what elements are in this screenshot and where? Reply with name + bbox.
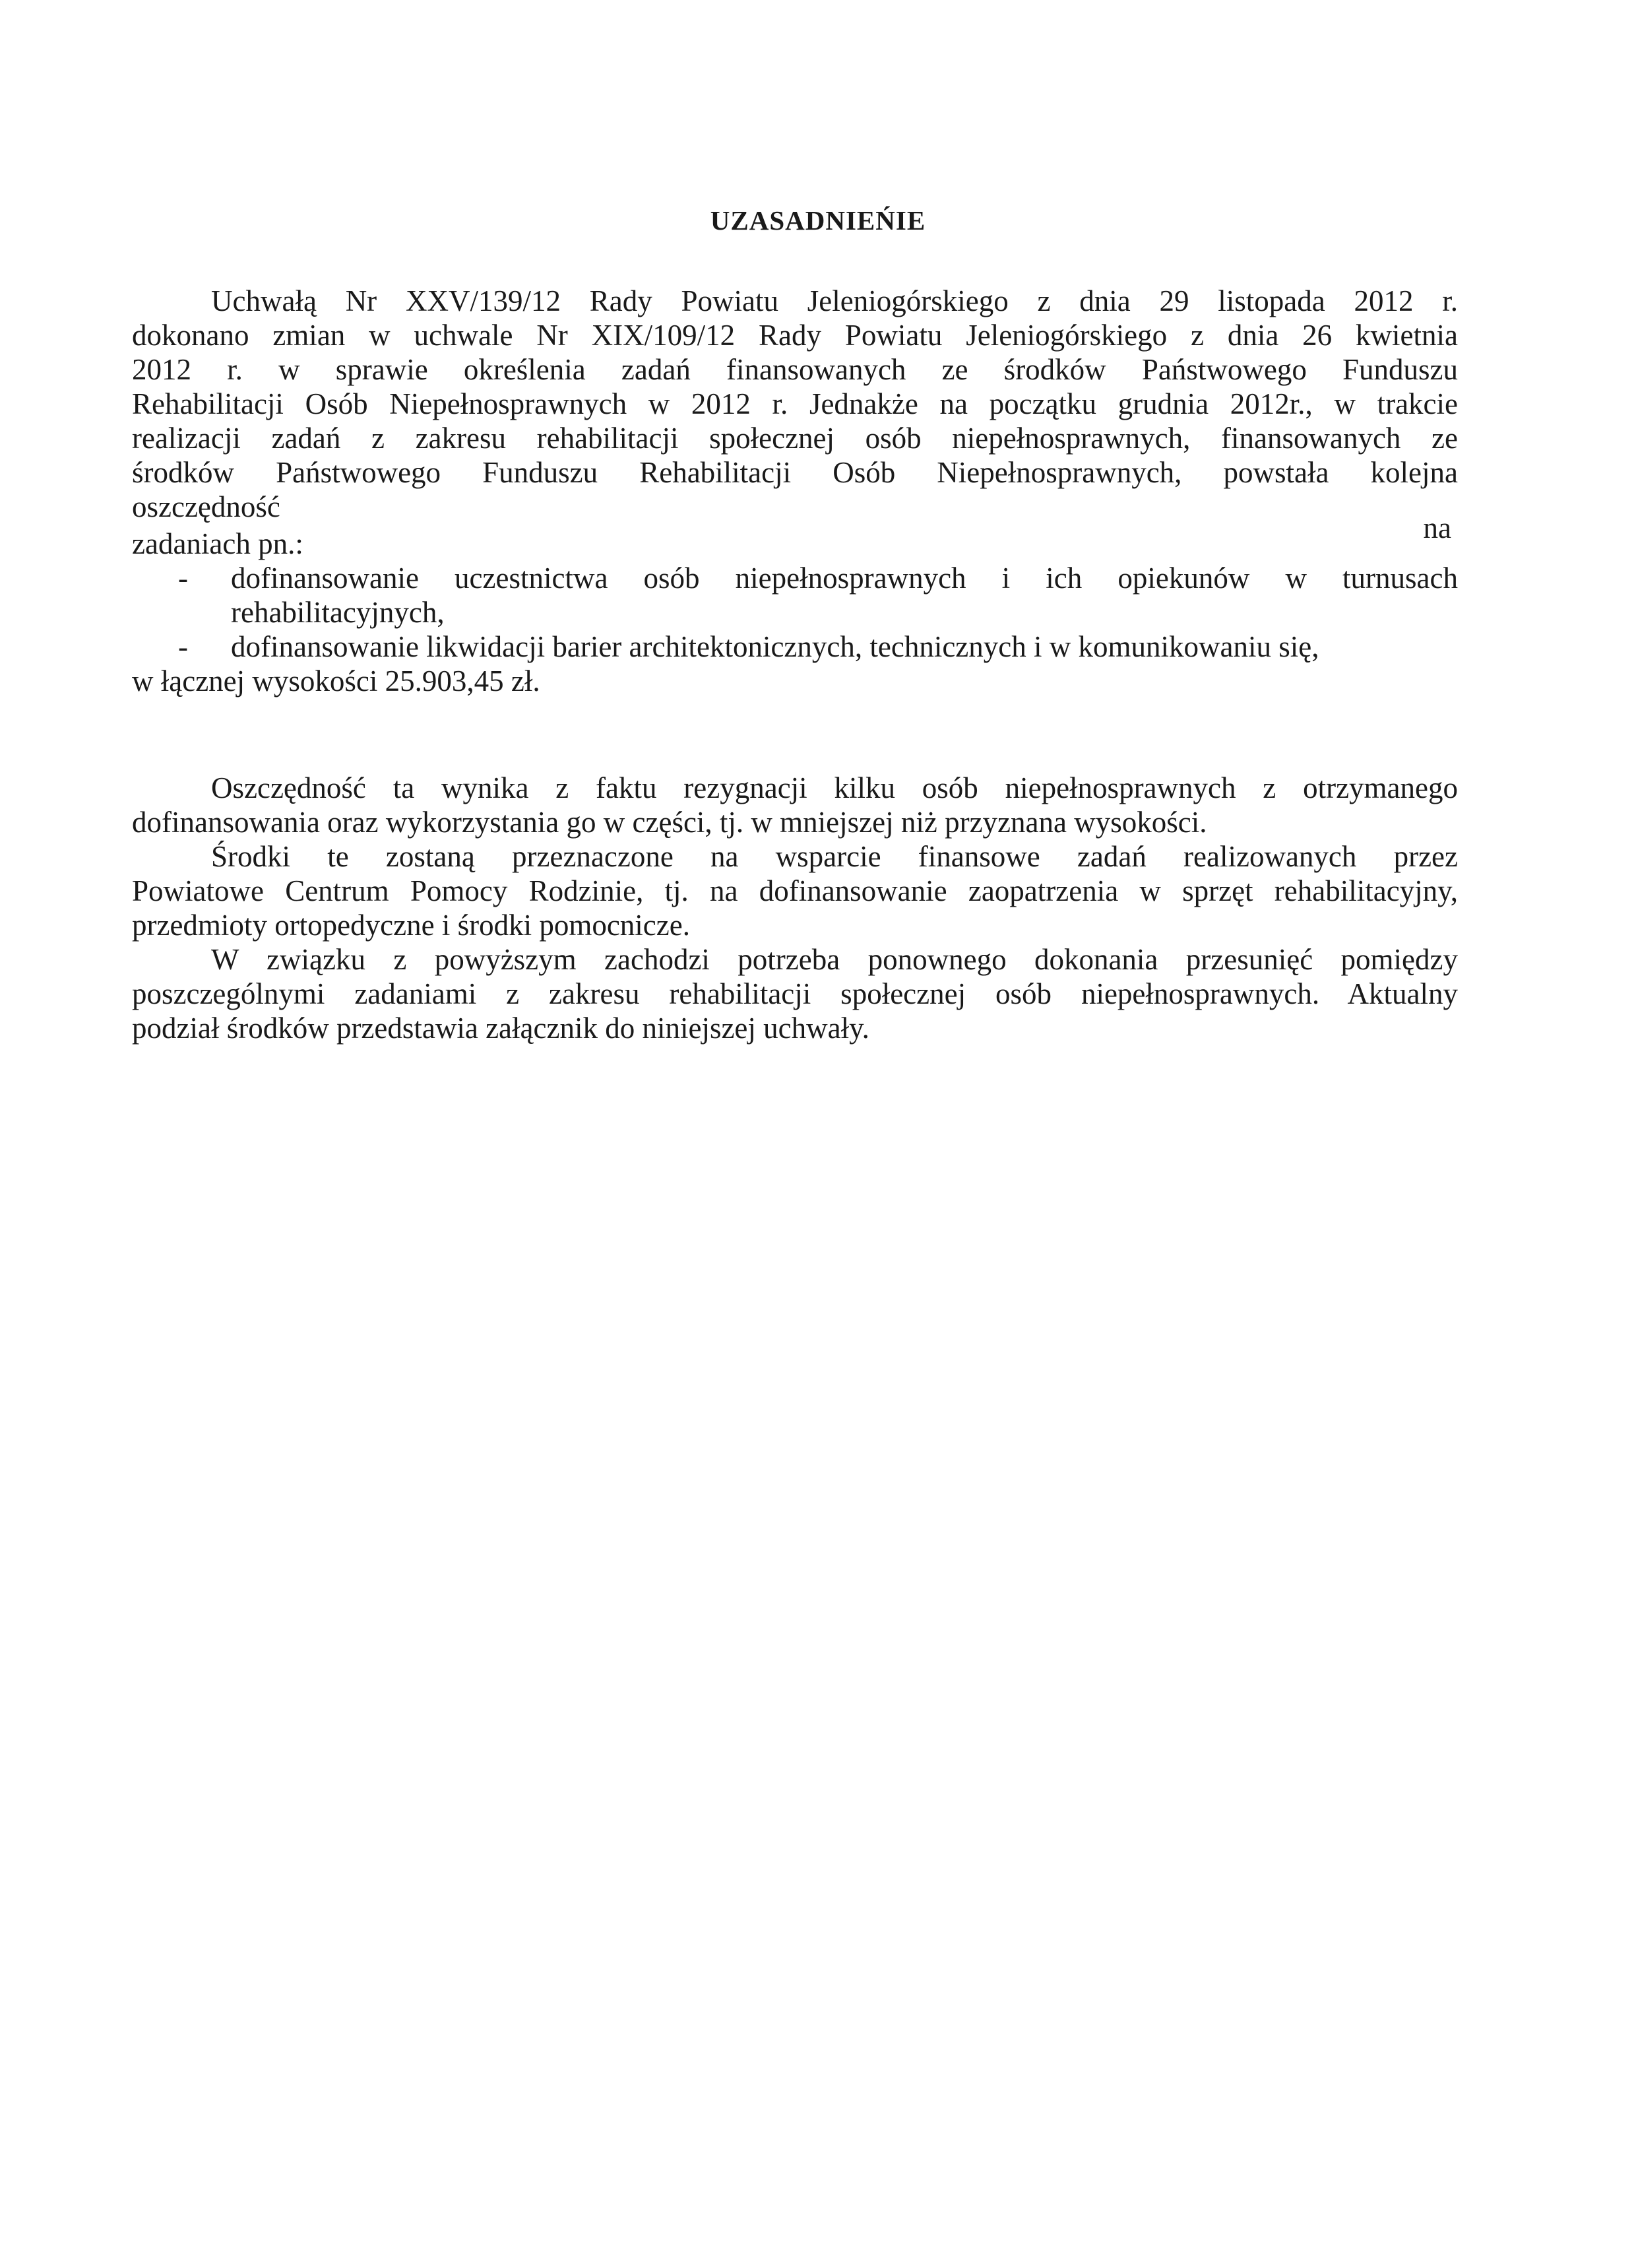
bullet-dash: -	[178, 630, 188, 663]
bullet-item-1	[132, 561, 1458, 595]
text-line: Środki te zostaną przeznaczone na wsparcie finansowe zadań realizowanych przez	[211, 840, 1458, 873]
text-line: przedmioty ortopedyczne i środki pomocnicze.	[132, 909, 690, 942]
text-line: oszczędność	[132, 490, 280, 523]
text-line: dokonano zmian w uchwale Nr XIX/109/12 Rady Powiatu Jeleniogórskiego z dnia 26 kwietnia	[132, 319, 1458, 352]
text-line: zadaniach pn.:	[132, 527, 303, 560]
text-line: Rehabilitacji Osób Niepełnosprawnych w 2012 r. Jednakże na początku grudnia 2012r., w trakcie	[132, 387, 1458, 420]
text-line-right: na	[1423, 511, 1451, 544]
justification-paragraph-1	[132, 284, 1458, 698]
bullet-text: dofinansowanie likwidacji barier architektonicznych, technicznych i w komunikowaniu się,	[231, 630, 1319, 663]
bullet-item-2	[132, 630, 1458, 664]
bullet-text-continued: rehabilitacyjnych,	[231, 596, 445, 629]
text-line: Uchwałą Nr XXV/139/12 Rady Powiatu Jeleniogórskiego z dnia 29 listopada 2012 r.	[211, 284, 1458, 317]
text-line: dofinansowania oraz wykorzystania go w części, tj. w mniejszej niż przyznana wysokości.	[132, 806, 1207, 839]
document-title: UZASADNIEŃIE	[710, 205, 926, 236]
text-line: Powiatowe Centrum Pomocy Rodzinie, tj. na dofinansowanie zaopatrzenia w sprzęt rehabilitacyjny,	[132, 874, 1458, 907]
text-line: realizacji zadań z zakresu rehabilitacji społecznej osób niepełnosprawnych, finansowanych ze	[132, 422, 1458, 455]
justification-paragraph-2	[132, 771, 1458, 1045]
bullet-dash: -	[178, 562, 188, 595]
text-line: 2012 r. w sprawie określenia zadań finansowanych ze środków Państwowego Funduszu	[132, 353, 1458, 386]
text-line: poszczególnymi zadaniami z zakresu rehabilitacji społecznej osób niepełnosprawnych. Aktualny	[132, 977, 1458, 1010]
text-line: środków Państwowego Funduszu Rehabilitacji Osób Niepełnosprawnych, powstała kolejna	[132, 456, 1458, 489]
text-line: podział środków przedstawia załącznik do niniejszej uchwały.	[132, 1012, 869, 1045]
bullet-text: dofinansowanie uczestnictwa osób niepełnosprawnych i ich opiekunów w turnusach	[231, 562, 1458, 595]
text-line: Oszczędność ta wynika z faktu rezygnacji kilku osób niepełnosprawnych z otrzymanego	[211, 771, 1458, 804]
text-line: W związku z powyższym zachodzi potrzeba ponownego dokonania przesunięć pomiędzy	[211, 943, 1458, 976]
total-amount-line: w łącznej wysokości 25.903,45 zł.	[132, 664, 540, 697]
